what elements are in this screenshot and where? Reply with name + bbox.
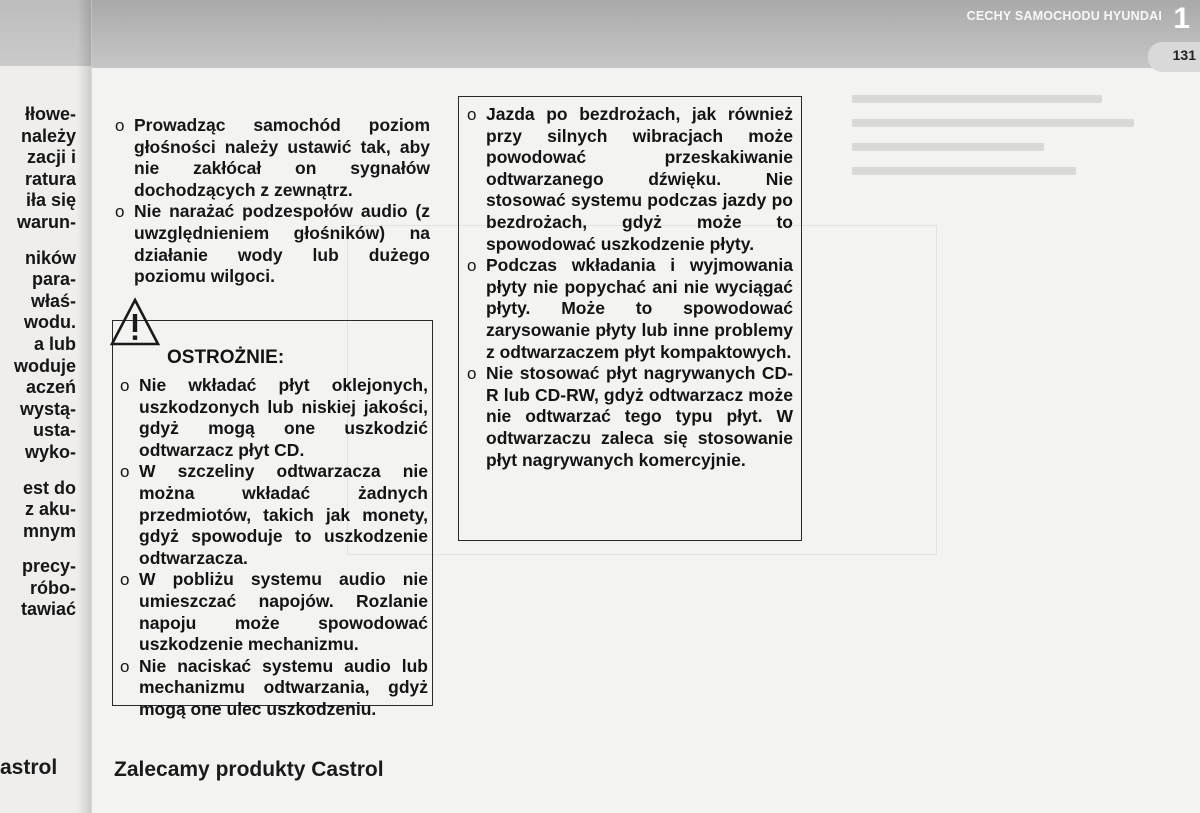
text-gap [0, 464, 76, 478]
previous-page-text [0, 104, 76, 621]
section-heading: Zalecamy produkty Castrol [114, 758, 384, 781]
text-fragment: a lub [33, 333, 76, 354]
list-item: o Prowadząc samochód poziom głośności należy ustawić tak, aby nie zakłócał on sygnałów dochodzących z zewnątrz. [114, 115, 430, 201]
text-fragment: iła się [25, 190, 76, 211]
text-gap [0, 234, 76, 248]
list-item: o Nie stosować płyt nagrywanych CD-R lub CD-RW, gdyż odtwarzacz może nie odtwarzać tego typu płyt. W odtwarzaczu zaleca się stosowanie płyt nagrywanych komercyjnie. [466, 363, 793, 471]
text-fragment: ratura [24, 168, 76, 189]
list-item: o W szczeliny odtwarzacza nie można wkładać żadnych przedmiotów, takich jak monety, gdyż spowoduje to uszkodzenie odtwarzacza. [119, 461, 428, 569]
text-fragment: para- [31, 269, 76, 290]
page-header [92, 0, 1200, 68]
page-number: 131 [1172, 47, 1196, 63]
notice-list [466, 104, 793, 471]
caution-header [119, 345, 428, 371]
previous-page-heading: astrol [0, 756, 58, 779]
manual-page [92, 0, 1200, 813]
caution-title: OSTROŻNIE: [167, 347, 285, 368]
text-fragment: ników [24, 247, 76, 268]
previous-page-edge [0, 0, 92, 813]
list-item: o Nie naciskać systemu audio lub mechanizmu odtwarzania, gdyż mogą one ulec uszkodzeniu. [119, 656, 428, 721]
text-fragment: tawiać [20, 599, 76, 620]
text-fragment: usta- [32, 420, 76, 441]
text-fragment: woduje [14, 355, 76, 376]
text-fragment: zacji i [26, 147, 76, 168]
text-fragment: precy- [21, 556, 76, 577]
caution-list [119, 375, 428, 721]
text-fragment: wystą- [19, 398, 76, 419]
text-fragment: róbo- [30, 577, 76, 598]
list-item: o W pobliżu systemu audio nie umieszczać napojów. Rozlanie napoju może spowodować uszkodzenie mechanizmu. [119, 569, 428, 655]
chapter-number: 1 [1173, 2, 1190, 35]
text-fragment: warun- [16, 211, 76, 232]
text-fragment: łłowe- [24, 104, 76, 124]
section-title: CECHY SAMOCHODU HYUNDAI [966, 9, 1162, 23]
text-fragment: est do [22, 477, 76, 498]
text-fragment: właś- [30, 290, 76, 311]
left-column [114, 115, 430, 288]
book-spine-shadow [77, 0, 91, 813]
text-fragment: należy [20, 125, 76, 146]
caution-box [112, 320, 433, 719]
list-item: o Jazda po bezdrożach, jak również przy silnych wibracjach może powodować przeskakiwanie odtwarzanego dźwięku. Nie stosować systemu podczas jazdy po bezdrożach, gdyż może to spowodować uszkodzenie płyty. [466, 104, 793, 255]
warning-triangle-icon [109, 297, 161, 347]
text-fragment: wodu. [24, 312, 76, 333]
list-item: o Nie wkładać płyt oklejonych, uszkodzonych lub niskiej jakości, gdyż mogą one uszkodzić odtwarzacz płyt CD. [119, 375, 428, 461]
right-notice-box [458, 96, 802, 541]
text-fragment: wyko- [24, 441, 76, 462]
list-item: o Podczas wkładania i wyjmowania płyty nie popychać ani nie wyciągać płyty. Może to spowodować zarysowanie płyty lub inne problemy z odtwarzaczem płyt kompaktowych. [466, 255, 793, 363]
list-item: o Nie narażać podzespołów audio (z uwzględnieniem głośników) na działanie wody lub dużego poziomu wilgoci. [114, 201, 430, 287]
text-gap [0, 542, 76, 556]
text-fragment: mnym [22, 520, 76, 541]
show-through-text [852, 95, 1172, 191]
text-fragment: aczeń [25, 377, 76, 398]
text-fragment: z aku- [24, 499, 76, 520]
